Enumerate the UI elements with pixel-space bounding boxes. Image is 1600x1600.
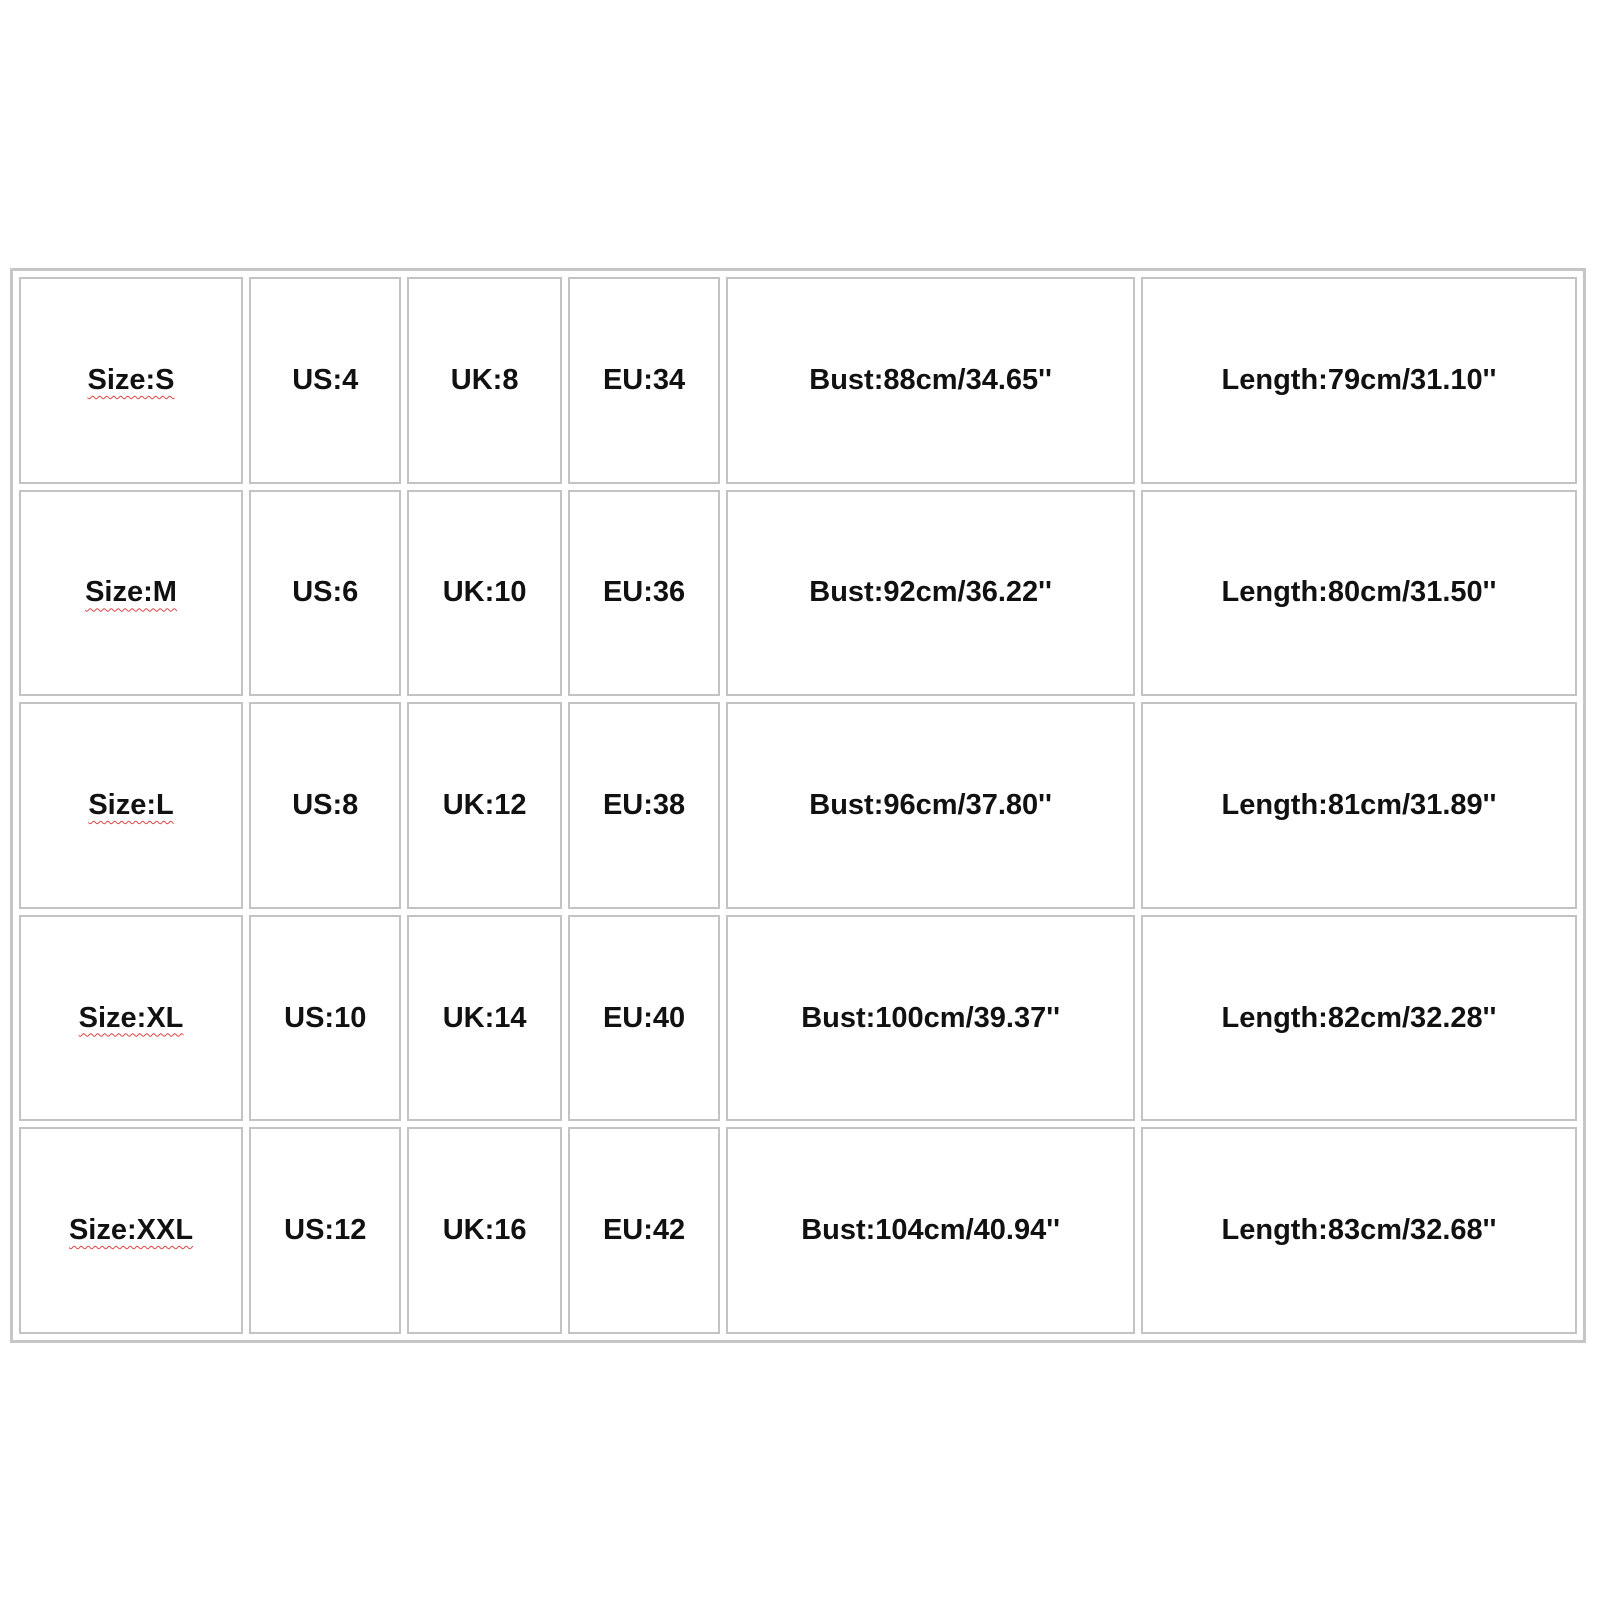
bust-cell: Bust:92cm/36.22'' (726, 490, 1135, 697)
eu-size-cell: EU:34 (568, 277, 720, 484)
size-cell (19, 490, 243, 697)
length-cell: Length:83cm/32.68'' (1141, 1127, 1577, 1334)
size-cell (19, 1127, 243, 1334)
uk-size-cell: UK:10 (407, 490, 561, 697)
size-cell (19, 277, 243, 484)
us-size-cell: US:4 (249, 277, 401, 484)
uk-size-cell: UK:12 (407, 702, 561, 909)
size-label: Size:L (88, 788, 174, 821)
length-cell: Length:80cm/31.50'' (1141, 490, 1577, 697)
eu-size-cell: EU:36 (568, 490, 720, 697)
us-size-cell: US:10 (249, 915, 401, 1122)
length-cell: Length:81cm/31.89'' (1141, 702, 1577, 909)
size-row (19, 1127, 1577, 1334)
bust-cell: Bust:96cm/37.80'' (726, 702, 1135, 909)
bust-cell: Bust:88cm/34.65'' (726, 277, 1135, 484)
bust-cell: Bust:100cm/39.37'' (726, 915, 1135, 1122)
size-row (19, 490, 1577, 697)
size-row (19, 277, 1577, 484)
size-cell (19, 915, 243, 1122)
length-cell: Length:79cm/31.10'' (1141, 277, 1577, 484)
us-size-cell: US:12 (249, 1127, 401, 1334)
eu-size-cell: EU:40 (568, 915, 720, 1122)
uk-size-cell: UK:14 (407, 915, 561, 1122)
length-cell: Length:82cm/32.28'' (1141, 915, 1577, 1122)
size-label: Size:XL (78, 1001, 184, 1034)
size-cell (19, 702, 243, 909)
size-chart-table (13, 271, 1583, 1340)
us-size-cell: US:8 (249, 702, 401, 909)
us-size-cell: US:6 (249, 490, 401, 697)
size-label: Size:XXL (68, 1214, 194, 1247)
size-chart (10, 268, 1586, 1343)
eu-size-cell: EU:42 (568, 1127, 720, 1334)
bust-cell: Bust:104cm/40.94'' (726, 1127, 1135, 1334)
size-row (19, 915, 1577, 1122)
uk-size-cell: UK:8 (407, 277, 561, 484)
eu-size-cell: EU:38 (568, 702, 720, 909)
size-row (19, 702, 1577, 909)
size-label: Size:M (85, 576, 177, 609)
size-label: Size:S (87, 363, 175, 396)
uk-size-cell: UK:16 (407, 1127, 561, 1334)
